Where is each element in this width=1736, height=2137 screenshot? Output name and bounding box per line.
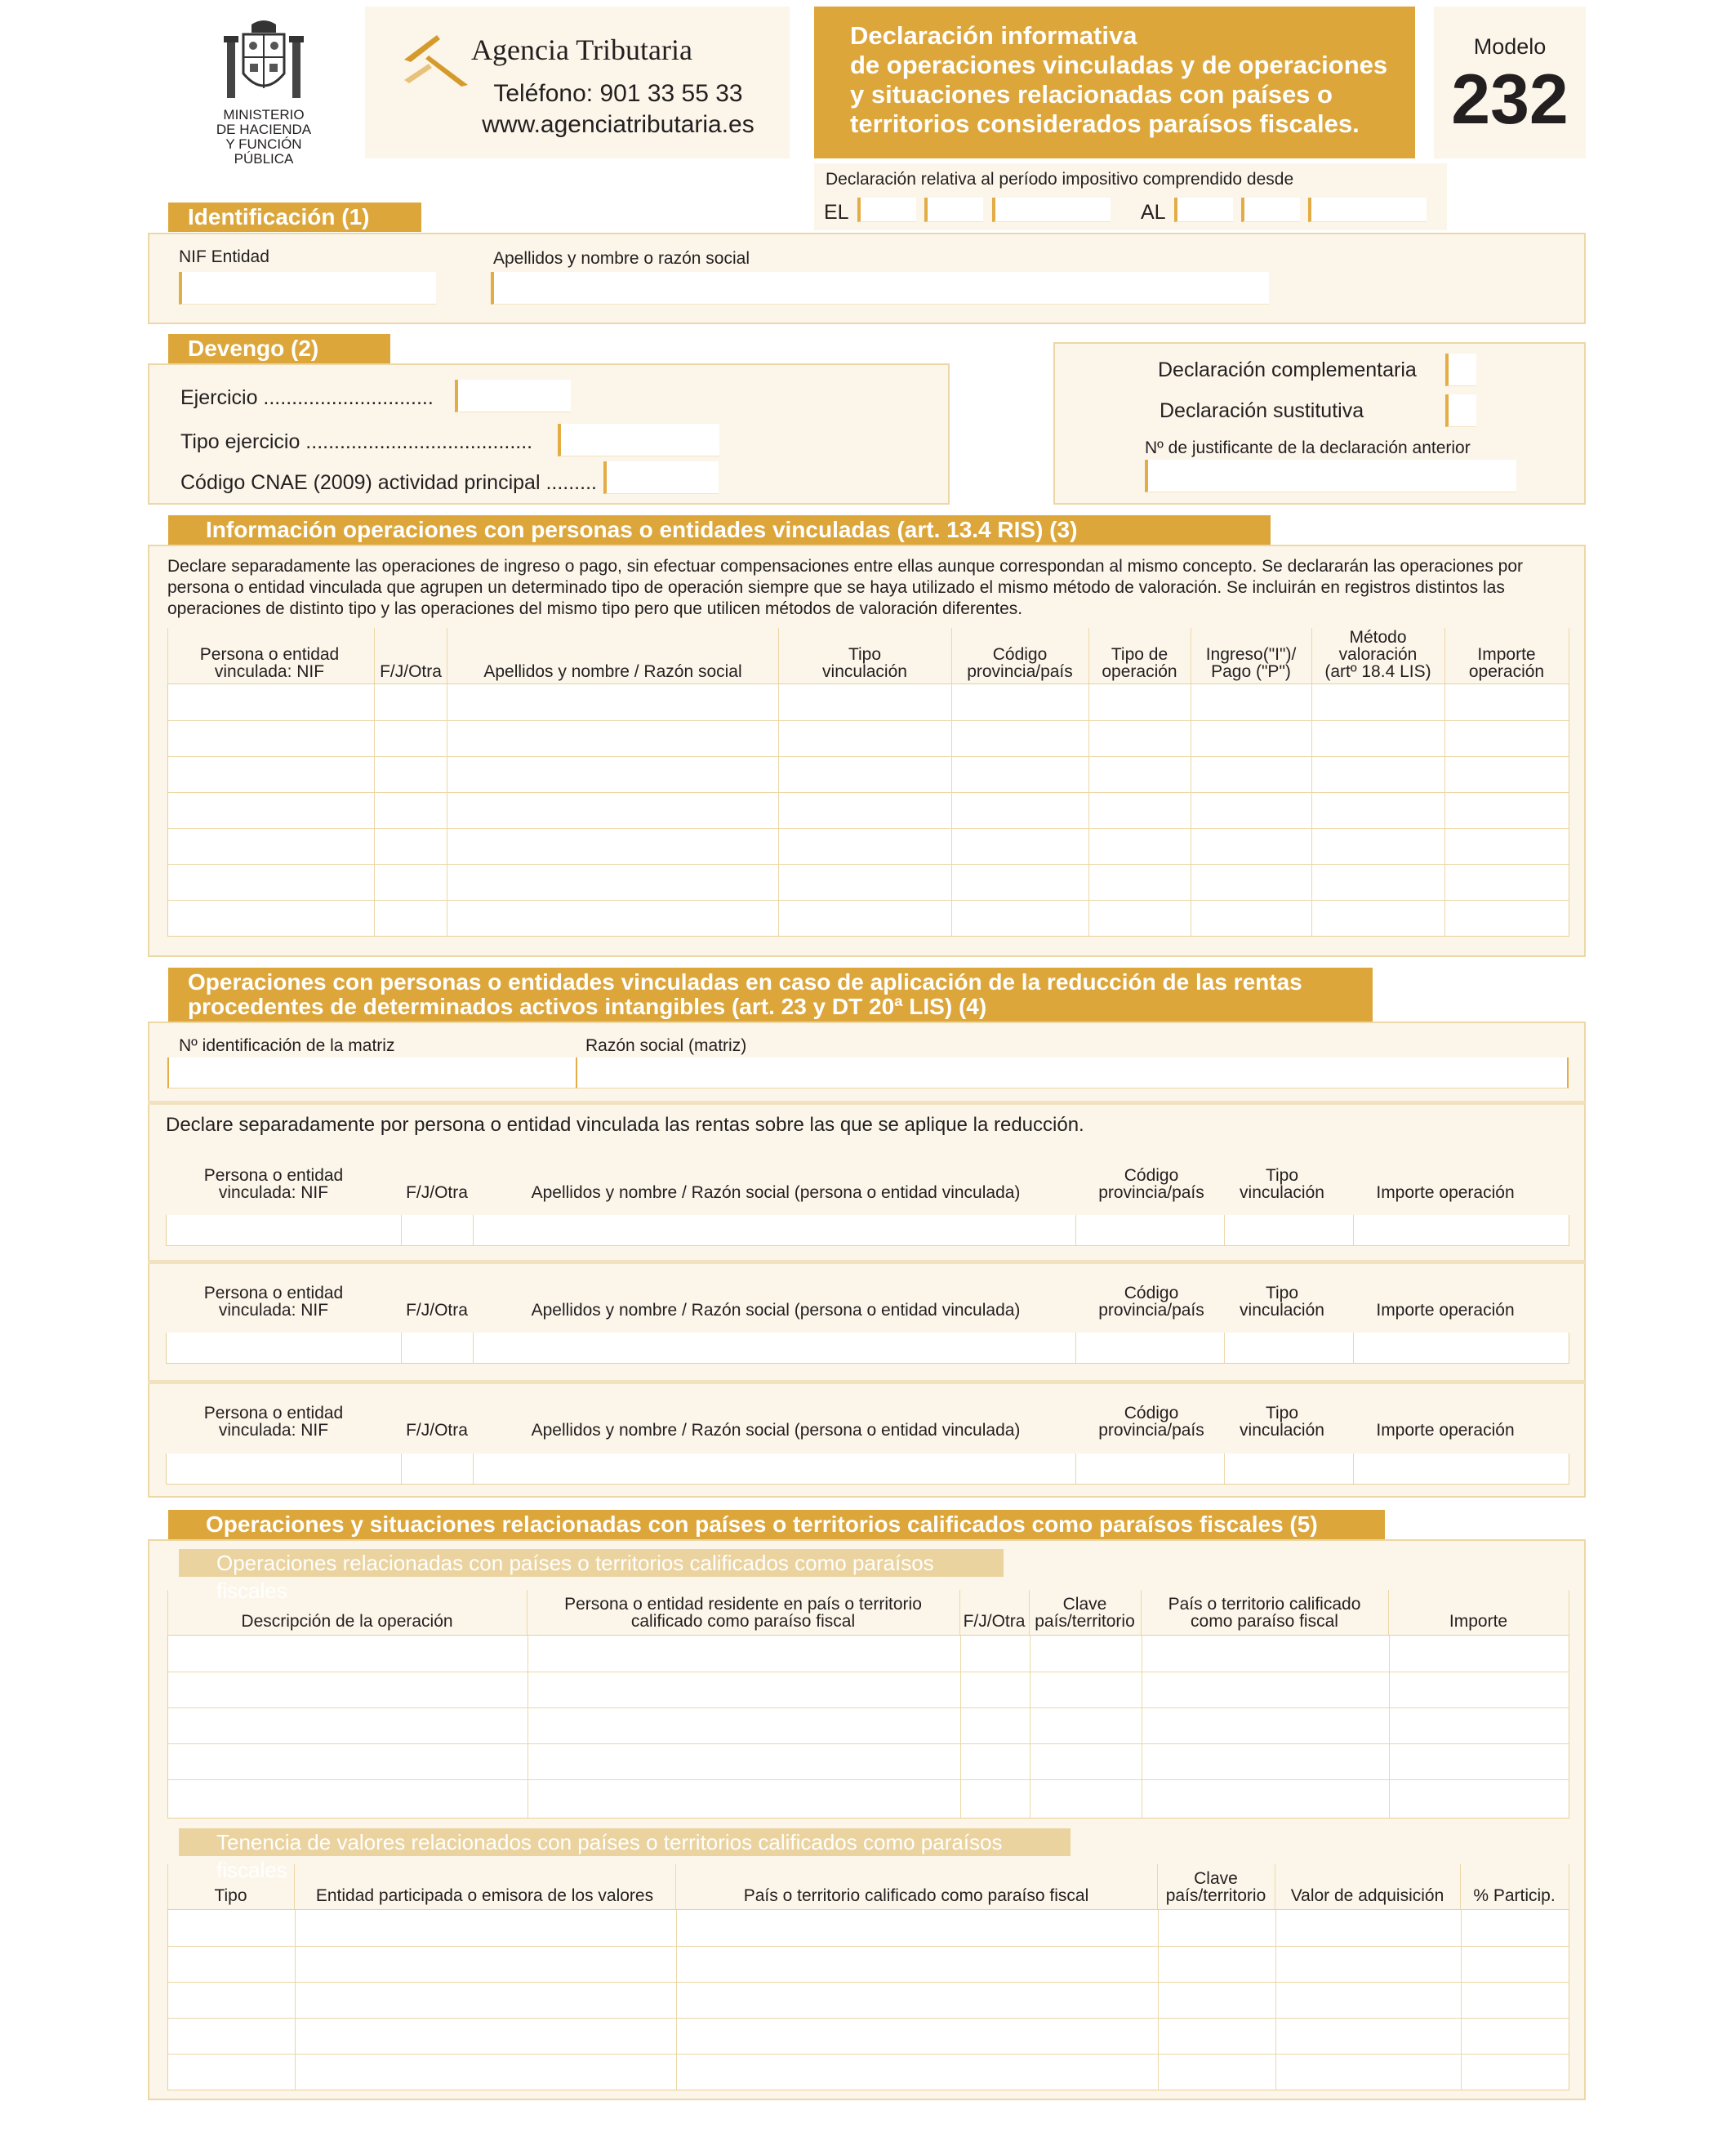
period-label: Declaración relativa al período impositivo comprendido desde bbox=[826, 170, 1294, 189]
s5a-col-pais: País o territorio calificado como paraíso fiscal bbox=[1168, 1595, 1361, 1631]
s3-col-metodo: Método valoración (artº 18.4 LIS) bbox=[1324, 628, 1431, 681]
coat-of-arms-icon bbox=[219, 16, 309, 106]
justificante-input[interactable] bbox=[1145, 460, 1516, 492]
s5b-col-tipo: Tipo bbox=[214, 1886, 247, 1905]
period-from-month[interactable] bbox=[924, 198, 983, 222]
s4b-col-importe: Importe operación bbox=[1376, 1301, 1515, 1320]
period-from-year[interactable] bbox=[992, 198, 1111, 222]
cnae-label: Código CNAE (2009) actividad principal ......... bbox=[180, 471, 597, 494]
modelo-box bbox=[1434, 7, 1586, 158]
s4a-col-codigo: Código provincia/país bbox=[1098, 1166, 1204, 1202]
cnae-input[interactable] bbox=[603, 461, 719, 494]
matriz-id-label: Nº identificación de la matriz bbox=[179, 1036, 395, 1055]
nif-input[interactable] bbox=[179, 272, 436, 305]
s4b-row[interactable] bbox=[166, 1333, 1569, 1364]
devengo-heading: Devengo (2) bbox=[168, 334, 390, 363]
ministry-line2: DE HACIENDA bbox=[216, 122, 312, 137]
s4b-col-fjo: F/J/Otra bbox=[406, 1301, 468, 1320]
s3-col-tipo-op: Tipo de operación bbox=[1102, 645, 1177, 681]
s4c-col-name: Apellidos y nombre / Razón social (persona o entidad vinculada) bbox=[531, 1421, 1021, 1440]
s3-col-nif: Persona o entidad vinculada: NIF bbox=[199, 645, 340, 681]
sustitutiva-label: Declaración sustitutiva bbox=[1160, 399, 1364, 422]
identificacion-panel bbox=[148, 233, 1586, 324]
s5b-table[interactable] bbox=[167, 1909, 1569, 2090]
section4-instruction: Declare separadamente por persona o entidad vinculada las rentas sobre las que se aplique la reducción. bbox=[166, 1114, 1084, 1136]
section3-text-line2: persona o entidad vinculada que agrupen un determinado tipo de operación siempre que se haya utilizado el mismo método de valoración. Se incluirán en registros distintos las bbox=[167, 578, 1505, 597]
complementaria-panel bbox=[1053, 342, 1586, 505]
section3-text-line1: Declare separadamente las operaciones de ingreso o pago, sin efectuar compensaciones entre ellas aunque correspondan al mismo concepto. Se declararán las operaciones por bbox=[167, 557, 1524, 576]
title-line2: de operaciones vinculadas y de operaciones bbox=[850, 51, 1388, 79]
period-to-month[interactable] bbox=[1241, 198, 1300, 222]
period-to-year[interactable] bbox=[1308, 198, 1427, 222]
tipo-ejercicio-input[interactable] bbox=[558, 424, 719, 456]
s4c-col-codigo: Código provincia/país bbox=[1098, 1404, 1204, 1440]
s3-col-ingreso: Ingreso("I")/ Pago ("P") bbox=[1205, 645, 1297, 681]
s5a-col-importe: Importe bbox=[1449, 1612, 1508, 1631]
period-to-label: AL bbox=[1141, 201, 1166, 224]
matriz-id-input[interactable] bbox=[167, 1057, 576, 1089]
tipo-ejercicio-label: Tipo ejercicio ........................................ bbox=[180, 430, 533, 453]
section5-panel bbox=[148, 1539, 1586, 2100]
s5b-col-clave: Clave país/territorio bbox=[1165, 1869, 1266, 1905]
agency-box bbox=[365, 7, 790, 158]
s3-table[interactable] bbox=[167, 683, 1569, 937]
section3-text-line3: operaciones de distinto tipo y las operaciones del mismo tipo pero que utilicen métodos de valoración diferentes. bbox=[167, 599, 1023, 618]
agency-phone: Teléfono: 901 33 55 33 bbox=[493, 80, 743, 107]
s5b-col-valor: Valor de adquisición bbox=[1290, 1886, 1444, 1905]
ejercicio-label: Ejercicio .............................. bbox=[180, 386, 434, 409]
s4c-row[interactable] bbox=[166, 1454, 1569, 1485]
title-line1: Declaración informativa bbox=[850, 21, 1137, 50]
s4b-col-name: Apellidos y nombre / Razón social (persona o entidad vinculada) bbox=[531, 1301, 1021, 1320]
ministry-line1: MINISTERIO bbox=[223, 107, 305, 122]
section4-heading-line2: procedentes de determinados activos intangibles (art. 23 y DT 20ª LIS) (4) bbox=[188, 994, 987, 1019]
s4c-col-nif: Persona o entidad vinculada: NIF bbox=[203, 1404, 344, 1440]
sustitutiva-checkbox[interactable] bbox=[1445, 394, 1476, 427]
s3-col-tipo-vinc: Tipo vinculación bbox=[822, 645, 907, 681]
s4a-col-importe: Importe operación bbox=[1376, 1183, 1515, 1202]
s4a-col-tipo: Tipo vinculación bbox=[1240, 1166, 1324, 1202]
ministry-block bbox=[194, 16, 333, 167]
nif-label: NIF Entidad bbox=[179, 247, 269, 266]
period-from-day[interactable] bbox=[857, 198, 916, 222]
ministry-line3: Y FUNCIÓN PÚBLICA bbox=[225, 136, 302, 167]
s5a-col-desc: Descripción de la operación bbox=[241, 1612, 453, 1631]
title-line4: territorios considerados paraísos fiscales. bbox=[850, 109, 1360, 138]
razon-social-input[interactable] bbox=[491, 272, 1269, 305]
sub2-heading: Tenencia de valores relacionados con países o territorios calificados como paraísos fiscales bbox=[179, 1828, 1071, 1856]
s4a-col-nif: Persona o entidad vinculada: NIF bbox=[203, 1166, 344, 1202]
identificacion-heading: Identificación (1) bbox=[168, 203, 421, 232]
section4-heading bbox=[168, 968, 1373, 1022]
s4c-col-importe: Importe operación bbox=[1376, 1421, 1515, 1440]
s5b-col-entidad: Entidad participada o emisora de los valores bbox=[315, 1886, 654, 1905]
complementaria-label: Declaración complementaria bbox=[1158, 358, 1417, 381]
period-to-day[interactable] bbox=[1174, 198, 1233, 222]
s3-col-fjo: F/J/Otra bbox=[380, 662, 442, 681]
s4a-row[interactable] bbox=[166, 1215, 1569, 1246]
complementaria-checkbox[interactable] bbox=[1445, 354, 1476, 386]
matriz-name-input[interactable] bbox=[576, 1057, 1569, 1089]
s4a-col-fjo: F/J/Otra bbox=[406, 1183, 468, 1202]
s5b-col-pais: País o territorio calificado como paraíso fiscal bbox=[743, 1886, 1089, 1905]
section3-heading: Información operaciones con personas o entidades vinculadas (art. 13.4 RIS) (3) bbox=[168, 515, 1271, 545]
s5a-col-persona: Persona o entidad residente en país o territorio calificado como paraíso fiscal bbox=[564, 1595, 922, 1631]
agency-name: Agencia Tributaria bbox=[471, 33, 692, 66]
title-line3: y situaciones relacionadas con países o bbox=[850, 80, 1333, 109]
s4b-col-nif: Persona o entidad vinculada: NIF bbox=[203, 1284, 344, 1320]
s4b-col-tipo: Tipo vinculación bbox=[1240, 1284, 1324, 1320]
s3-col-codigo: Código provincia/país bbox=[967, 645, 1073, 681]
s5a-table[interactable] bbox=[167, 1635, 1569, 1819]
s4a-col-name: Apellidos y nombre / Razón social (persona o entidad vinculada) bbox=[531, 1183, 1021, 1202]
modelo-label: Modelo bbox=[1473, 34, 1547, 59]
matriz-name-label: Razón social (matriz) bbox=[585, 1036, 747, 1055]
justificante-label: Nº de justificante de la declaración anterior bbox=[1145, 439, 1471, 457]
s3-col-name: Apellidos y nombre / Razón social bbox=[483, 662, 742, 681]
s3-col-importe: Importe operación bbox=[1468, 645, 1545, 681]
devengo-panel bbox=[148, 363, 950, 505]
s5a-col-clave: Clave país/territorio bbox=[1035, 1595, 1135, 1631]
section3-panel bbox=[148, 545, 1586, 957]
form-title-box bbox=[814, 7, 1415, 158]
s4c-col-fjo: F/J/Otra bbox=[406, 1421, 468, 1440]
period-from-label: EL bbox=[824, 201, 849, 224]
ejercicio-input[interactable] bbox=[455, 380, 571, 412]
period-box bbox=[814, 163, 1447, 230]
modelo-number: 232 bbox=[1451, 60, 1569, 139]
agency-web: www.agenciatributaria.es bbox=[482, 111, 754, 138]
s4c-col-tipo: Tipo vinculación bbox=[1240, 1404, 1324, 1440]
section5-heading: Operaciones y situaciones relacionadas con países o territorios calificados como paraísos fiscales (5) bbox=[168, 1510, 1385, 1539]
s5b-col-particip: % Particip. bbox=[1473, 1886, 1556, 1905]
s5a-col-fjo: F/J/Otra bbox=[963, 1612, 1026, 1631]
razon-social-label: Apellidos y nombre o razón social bbox=[493, 249, 750, 268]
section4-heading-line1: Operaciones con personas o entidades vinculadas en caso de aplicación de la reducción de las rentas bbox=[188, 969, 1302, 995]
s4b-col-codigo: Código provincia/país bbox=[1098, 1284, 1204, 1320]
sub1-heading: Operaciones relacionadas con países o territorios calificados como paraísos fiscales bbox=[179, 1549, 1004, 1577]
